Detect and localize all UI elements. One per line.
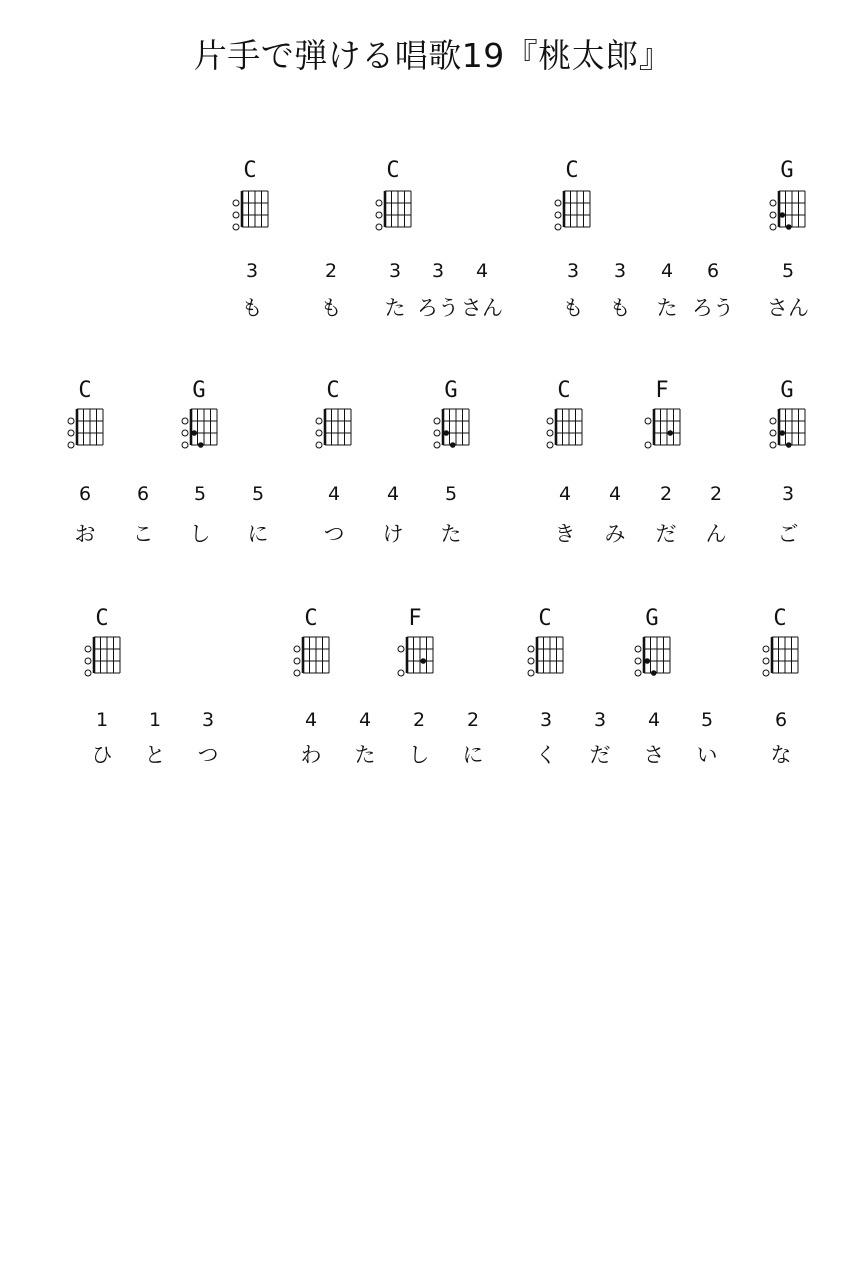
lyric-syllable: け [382, 522, 404, 546]
melody-number: 5 [781, 260, 795, 282]
finger-dot [779, 212, 785, 218]
open-string-marker [635, 646, 641, 652]
chord-diagram [634, 408, 690, 448]
open-string-marker [182, 430, 188, 436]
melody-number: 5 [700, 709, 714, 731]
chord-diagram [544, 190, 600, 230]
chord-name: G [444, 378, 458, 403]
melody-number: 2 [412, 709, 426, 731]
melody-number: 6 [706, 260, 720, 282]
open-string-marker [763, 670, 769, 676]
chord-name: C [243, 158, 257, 183]
chord-name: F [655, 378, 669, 403]
melody-number: 3 [388, 260, 402, 282]
open-string-marker [770, 212, 776, 218]
lyric-syllable: ろう [417, 296, 459, 320]
finger-dot [651, 670, 657, 676]
open-string-marker [85, 646, 91, 652]
page-title: 片手で弾ける唱歌19『桃太郎』 [193, 36, 673, 75]
open-string-marker [555, 200, 561, 206]
finger-dot [443, 430, 449, 436]
melody-number: 4 [558, 483, 572, 505]
chord-name: C [557, 378, 571, 403]
open-string-marker [555, 212, 561, 218]
open-string-marker [434, 418, 440, 424]
chord-diagram [305, 408, 361, 448]
melody-number: 2 [709, 483, 723, 505]
chord-diagram [752, 636, 808, 676]
chord-diagram [423, 408, 479, 448]
melody-number: 6 [78, 483, 92, 505]
melody-number: 3 [539, 709, 553, 731]
chord-name: G [192, 378, 206, 403]
open-string-marker [68, 418, 74, 424]
open-string-marker [376, 224, 382, 230]
melody-number: 1 [95, 709, 109, 731]
lyric-syllable: も [241, 296, 263, 320]
chord-diagram [759, 190, 815, 230]
open-string-marker [763, 646, 769, 652]
lyric-syllable: い [696, 743, 718, 767]
open-string-marker [376, 212, 382, 218]
melody-number: 4 [660, 260, 674, 282]
open-string-marker [68, 430, 74, 436]
lyric-syllable: だ [589, 743, 611, 767]
chord-diagram [624, 636, 680, 676]
chord-diagram [171, 408, 227, 448]
open-string-marker [770, 224, 776, 230]
open-string-marker [770, 430, 776, 436]
lyric-syllable: さ [643, 743, 665, 767]
lyric-syllable: ん [705, 522, 727, 546]
open-string-marker [528, 646, 534, 652]
open-string-marker [294, 670, 300, 676]
lyric-syllable: つ [323, 522, 345, 546]
finger-dot [644, 658, 650, 664]
lyric-syllable: た [440, 522, 462, 546]
open-string-marker [316, 442, 322, 448]
melody-number: 2 [466, 709, 480, 731]
melody-number: 4 [358, 709, 372, 731]
chord-name: C [95, 606, 109, 631]
lyric-syllable: つ [197, 743, 219, 767]
open-string-marker [434, 442, 440, 448]
open-string-marker [182, 442, 188, 448]
open-string-marker [398, 646, 404, 652]
chord-name: G [645, 606, 659, 631]
lyric-syllable: た [354, 743, 376, 767]
finger-dot [420, 658, 426, 664]
lyric-syllable: も [562, 296, 584, 320]
melody-number: 5 [251, 483, 265, 505]
melody-number: 3 [613, 260, 627, 282]
chord-name: C [78, 378, 92, 403]
open-string-marker [294, 646, 300, 652]
melody-number: 2 [659, 483, 673, 505]
melody-number: 5 [444, 483, 458, 505]
melody-number: 4 [386, 483, 400, 505]
open-string-marker [645, 442, 651, 448]
lyric-syllable: お [74, 522, 96, 546]
open-string-marker [555, 224, 561, 230]
chord-diagram [517, 636, 573, 676]
open-string-marker [316, 418, 322, 424]
open-string-marker [233, 212, 239, 218]
chord-name: F [408, 606, 422, 631]
open-string-marker [85, 670, 91, 676]
lyric-syllable: た [656, 296, 678, 320]
lyric-syllable: ろう [692, 296, 734, 320]
open-string-marker [770, 200, 776, 206]
melody-number: 3 [431, 260, 445, 282]
open-string-marker [294, 658, 300, 664]
open-string-marker [645, 418, 651, 424]
chord-name: G [780, 158, 794, 183]
chord-name: C [386, 158, 400, 183]
lyric-syllable: わ [300, 743, 322, 767]
chord-name: C [326, 378, 340, 403]
open-string-marker [547, 442, 553, 448]
open-string-marker [547, 430, 553, 436]
chord-diagram [283, 636, 339, 676]
lyric-syllable: こ [132, 522, 154, 546]
chord-diagram [536, 408, 592, 448]
melody-number: 3 [245, 260, 259, 282]
melody-number: 4 [475, 260, 489, 282]
open-string-marker [316, 430, 322, 436]
chord-diagram [759, 408, 815, 448]
melody-number: 3 [781, 483, 795, 505]
open-string-marker [635, 670, 641, 676]
open-string-marker [233, 200, 239, 206]
open-string-marker [770, 442, 776, 448]
chord-name: C [304, 606, 318, 631]
lyric-syllable: さん [461, 296, 503, 320]
chord-diagram [365, 190, 421, 230]
melody-number: 5 [193, 483, 207, 505]
melody-number: 4 [304, 709, 318, 731]
lyric-syllable: に [247, 522, 269, 546]
melody-number: 1 [148, 709, 162, 731]
lyric-syllable: な [770, 743, 792, 767]
open-string-marker [434, 430, 440, 436]
open-string-marker [635, 658, 641, 664]
open-string-marker [763, 658, 769, 664]
finger-dot [786, 442, 792, 448]
lyric-syllable: だ [655, 522, 677, 546]
melody-number: 2 [324, 260, 338, 282]
open-string-marker [85, 658, 91, 664]
chord-name: C [773, 606, 787, 631]
open-string-marker [528, 670, 534, 676]
lyric-syllable: さん [767, 296, 809, 320]
open-string-marker [528, 658, 534, 664]
lyric-syllable: と [144, 743, 166, 767]
melody-number: 4 [647, 709, 661, 731]
lyric-syllable: に [462, 743, 484, 767]
melody-number: 3 [593, 709, 607, 731]
chord-diagram [57, 408, 113, 448]
melody-number: 3 [201, 709, 215, 731]
lyric-syllable: た [384, 296, 406, 320]
finger-dot [450, 442, 456, 448]
finger-dot [667, 430, 673, 436]
open-string-marker [68, 442, 74, 448]
lyric-syllable: き [554, 522, 576, 546]
melody-number: 4 [327, 483, 341, 505]
melody-number: 4 [608, 483, 622, 505]
open-string-marker [547, 418, 553, 424]
open-string-marker [376, 200, 382, 206]
chord-diagram [387, 636, 443, 676]
chord-name: C [565, 158, 579, 183]
lyric-syllable: ひ [91, 743, 113, 767]
open-string-marker [182, 418, 188, 424]
open-string-marker [233, 224, 239, 230]
lyric-syllable: し [408, 743, 430, 767]
lyric-syllable: ご [777, 522, 799, 546]
lyric-syllable: く [535, 743, 557, 767]
chord-name: C [538, 606, 552, 631]
open-string-marker [398, 670, 404, 676]
lyric-syllable: し [189, 522, 211, 546]
melody-number: 6 [136, 483, 150, 505]
open-string-marker [770, 418, 776, 424]
finger-dot [786, 224, 792, 230]
lyric-syllable: み [604, 522, 626, 546]
finger-dot [198, 442, 204, 448]
chord-diagram [74, 636, 130, 676]
melody-number: 6 [774, 709, 788, 731]
chord-name: G [780, 378, 794, 403]
lyric-syllable: も [320, 296, 342, 320]
finger-dot [191, 430, 197, 436]
finger-dot [779, 430, 785, 436]
lyric-syllable: も [609, 296, 631, 320]
melody-number: 3 [566, 260, 580, 282]
chord-diagram [222, 190, 278, 230]
